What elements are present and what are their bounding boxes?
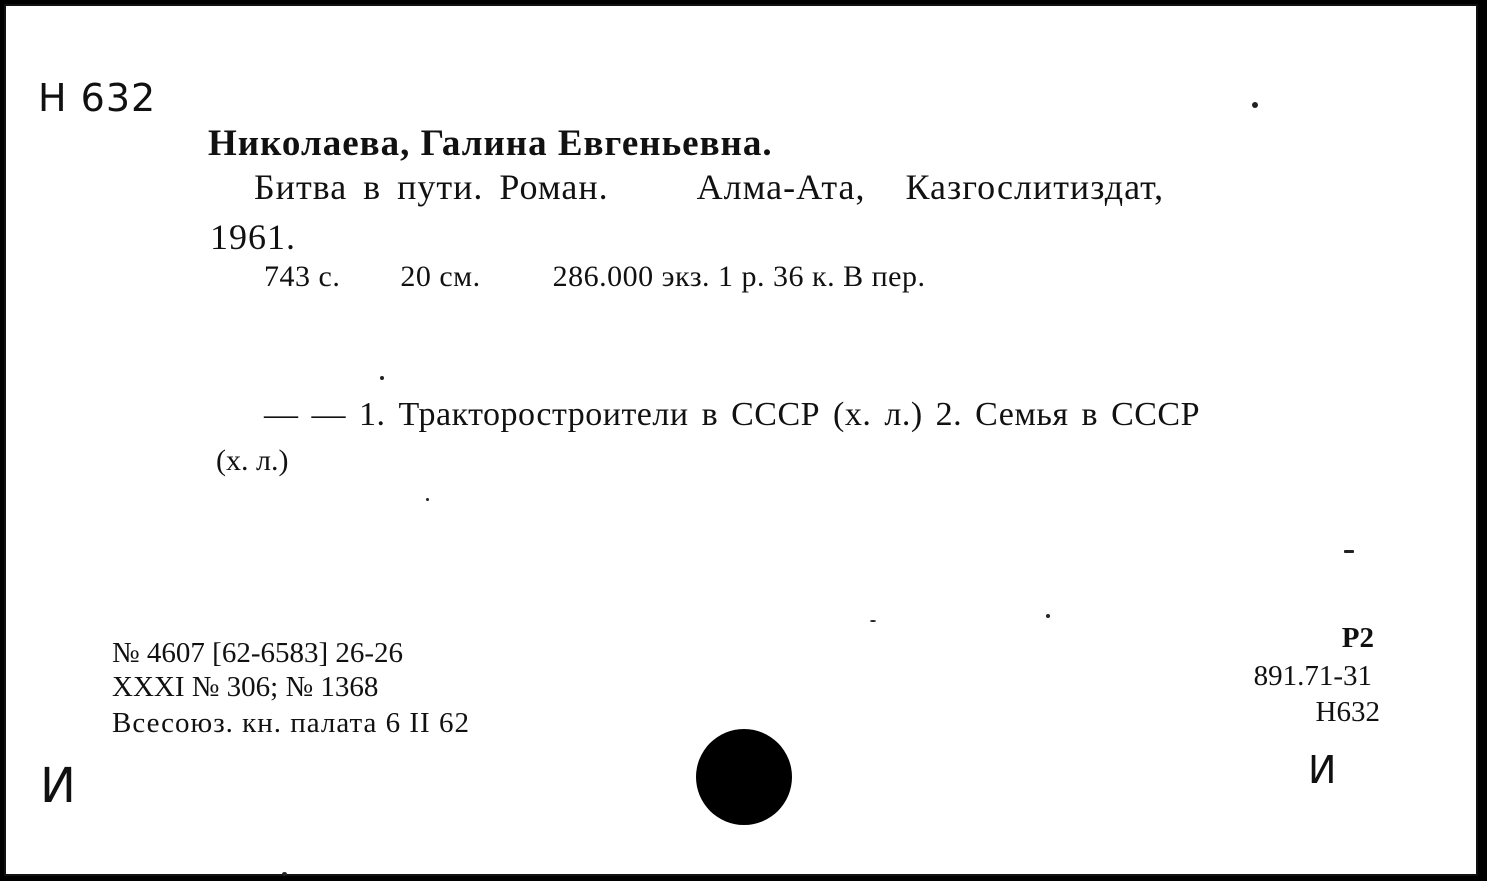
- bib-series-line: XXXI № 306; № 1368: [112, 671, 379, 703]
- classification-number: 891.71-31: [1253, 660, 1372, 692]
- place: Алма-Ата,: [696, 167, 866, 207]
- bib-chamber-line: Всесоюз. кн. палата 6 II 62: [112, 707, 470, 739]
- pages: 743 с.: [264, 260, 341, 293]
- bib-number-line: № 4607 [62-6583] 26-26: [112, 637, 404, 669]
- handwritten-call-number: Н 632: [38, 76, 157, 120]
- classification-code: Р2: [1341, 622, 1374, 654]
- speck: [426, 498, 429, 501]
- catalog-card: [4, 4, 1478, 876]
- speck: [380, 376, 384, 380]
- author-mark: Н632: [1315, 696, 1380, 728]
- handwritten-initial-left: И: [40, 758, 76, 814]
- publication-year: 1961.: [210, 217, 296, 257]
- subject-headings: — — 1. Тракторостроители в СССР (х. л.) 2. Семья в СССР: [264, 396, 1201, 433]
- card-edge-shadow: [1478, 0, 1487, 881]
- author-heading: Николаева, Галина Евгеньевна.: [208, 123, 773, 164]
- speck: [870, 620, 876, 622]
- publisher: Казгослитиздат,: [905, 167, 1165, 207]
- speck: [1046, 614, 1050, 618]
- speck: [1344, 550, 1354, 553]
- speck: [282, 872, 287, 876]
- speck: [1252, 102, 1258, 108]
- print-run-price: 286.000 экз. 1 р. 36 к. В пер.: [552, 260, 926, 293]
- subject-headings-cont: (х. л.): [216, 444, 289, 477]
- title: Битва в пути. Роман.: [254, 167, 609, 207]
- collation-line: [264, 260, 926, 294]
- punch-hole: [696, 729, 792, 825]
- size: 20 см.: [400, 260, 481, 293]
- title-imprint-line: [254, 166, 1164, 208]
- handwritten-initial-right: И: [1308, 748, 1337, 792]
